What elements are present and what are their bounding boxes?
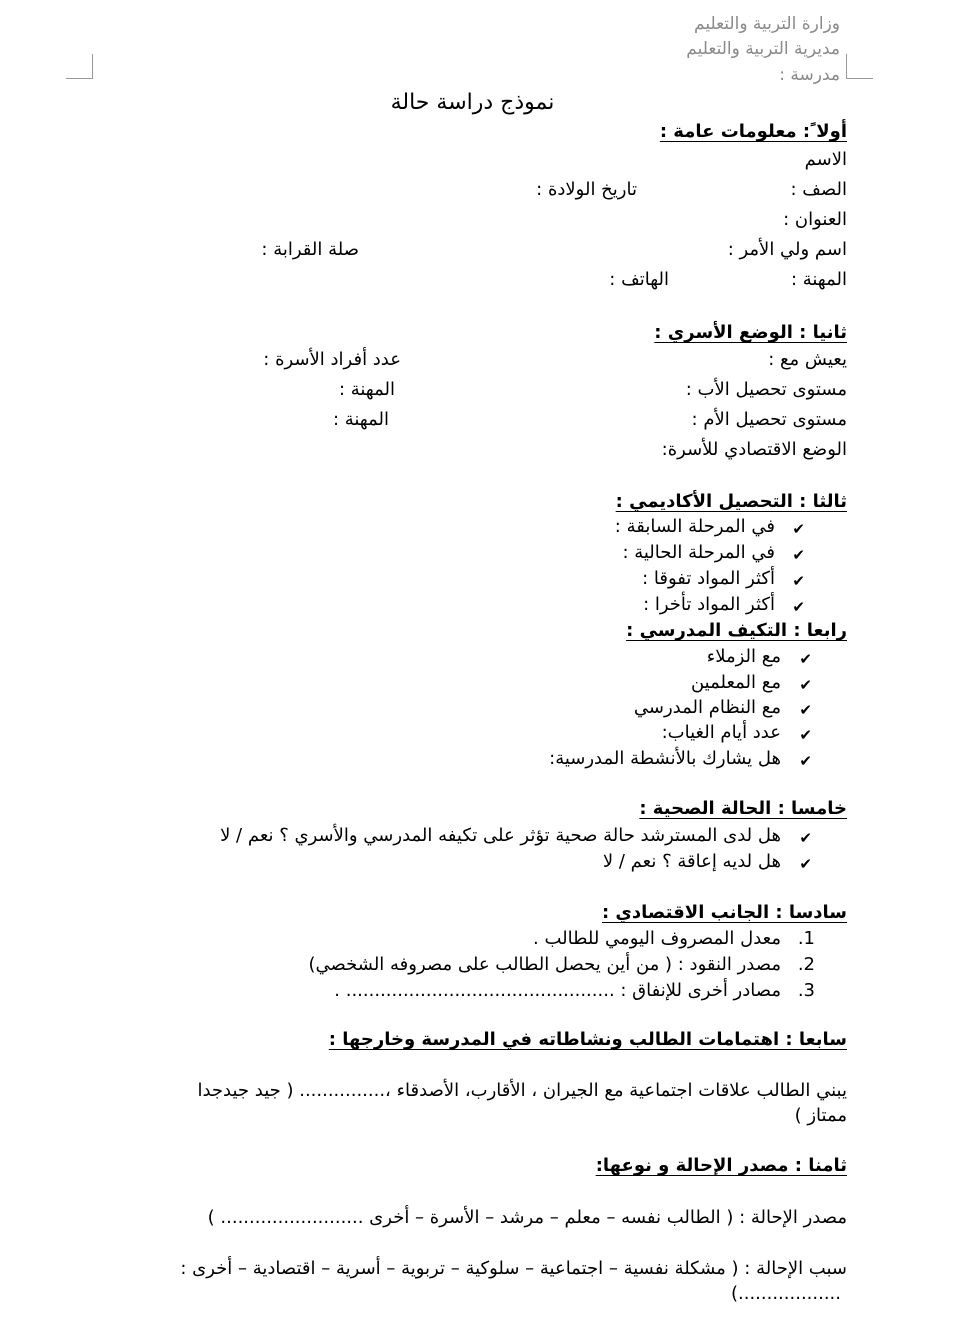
checkmark-icon: ✔ [799,701,812,719]
mother-education-field: مستوى تحصيل الأم : [691,409,847,430]
list-number: .2 [797,954,815,975]
list-item: مع المعلمين [690,672,781,693]
list-number: .1 [797,928,815,949]
father-occupation-field: المهنة : [338,379,395,400]
checkmark-icon: ✔ [799,829,812,847]
checkmark-icon: ✔ [792,546,805,564]
section6-heading: سادسا : الجانب الاقتصادي : [601,902,847,923]
list-number: .3 [797,980,815,1001]
checkmark-icon: ✔ [792,572,805,590]
grade-field: الصف : [790,179,847,200]
social-relations-text: يبني الطالب علاقات اجتماعية مع الجيران ، الأقارب، الأصدقاء ،............... ( جيد جيدجدا [197,1080,847,1101]
list-item: أكثر المواد تفوقا : [642,568,775,589]
occupation-field: المهنة : [790,269,847,290]
relation-field: صلة القرابة : [261,239,359,260]
address-field: العنوان : [783,209,847,230]
ministry-label: وزارة التربية والتعليم [694,14,840,34]
checkmark-icon: ✔ [799,650,812,668]
list-item: مصادر أخرى للإنفاق : ............................................... . [334,980,781,1001]
list-item: هل لدى المسترشد حالة صحية تؤثر على تكيفه المدرسي والأسري ؟ نعم / لا [220,825,781,846]
list-item: هل لديه إعاقة ؟ نعم / لا [602,851,781,872]
school-field: مدرسة : [779,65,840,85]
list-item: مع النظام المدرسي [633,697,781,718]
list-item: في المرحلة السابقة : [614,516,775,537]
guardian-name-field: اسم ولي الأمر : [727,239,847,260]
list-item: مصدر النقود : ( من أين يحصل الطالب على مصروفه الشخصي) [308,954,781,975]
section7-heading: سابعا : اهتمامات الطالب ونشاطاته في المدرسة وخارجها : [328,1029,847,1050]
family-economic-field: الوضع الاقتصادي للأسرة: [661,439,847,460]
father-education-field: مستوى تحصيل الأب : [685,379,847,400]
section3-heading: ثالثا : التحصيل الأكاديمي : [615,491,847,512]
referral-reason-field: سبب الإحالة : ( مشكلة نفسية – اجتماعية – سلوكية – تربوية – أسرية – اقتصادية – أخرى : [180,1258,847,1279]
section5-heading: خامسا : الحالة الصحية : [639,798,847,819]
name-field: الاسم [804,149,847,170]
section4-heading: رابعا : التكيف المدرسي : [626,620,847,641]
section2-heading: ثانيا : الوضع الأسري : [654,322,847,343]
checkmark-icon: ✔ [799,855,812,873]
section1-heading: أولا ً: معلومات عامة : [659,121,847,142]
list-item: عدد أيام الغياب: [661,722,781,743]
list-item: مع الزملاء [706,646,781,667]
list-item: هل يشارك بالأنشطة المدرسية: [549,748,781,769]
crop-mark-top-right [846,54,873,79]
checkmark-icon: ✔ [799,676,812,694]
list-item: معدل المصروف اليومي للطالب . [533,928,781,949]
directorate-label: مديرية التربية والتعليم [686,39,840,59]
birth-date-field: تاريخ الولادة : [536,179,637,200]
referral-source-field: مصدر الإحالة : ( الطالب نفسه – معلم – مرشد – الأسرة – أخرى ......................... ) [207,1207,847,1228]
checkmark-icon: ✔ [799,752,812,770]
referral-reason-field-cont: ..................) [730,1283,841,1304]
crop-mark-top-left [66,54,93,79]
mother-occupation-field: المهنة : [332,409,389,430]
list-item: أكثر المواد تأخرا : [643,594,775,615]
section8-heading: ثامنا : مصدر الإحالة و نوعها: [595,1155,847,1176]
family-count-field: عدد أفراد الأسرة : [263,349,401,370]
social-relations-text-cont: ممتاز ) [794,1105,847,1126]
checkmark-icon: ✔ [799,726,812,744]
page-title: نموذج دراسة حالة [390,90,555,115]
checkmark-icon: ✔ [792,520,805,538]
checkmark-icon: ✔ [792,598,805,616]
list-item: في المرحلة الحالية : [622,542,775,563]
phone-field: الهاتف : [609,269,669,290]
lives-with-field: يعيش مع : [768,349,847,370]
